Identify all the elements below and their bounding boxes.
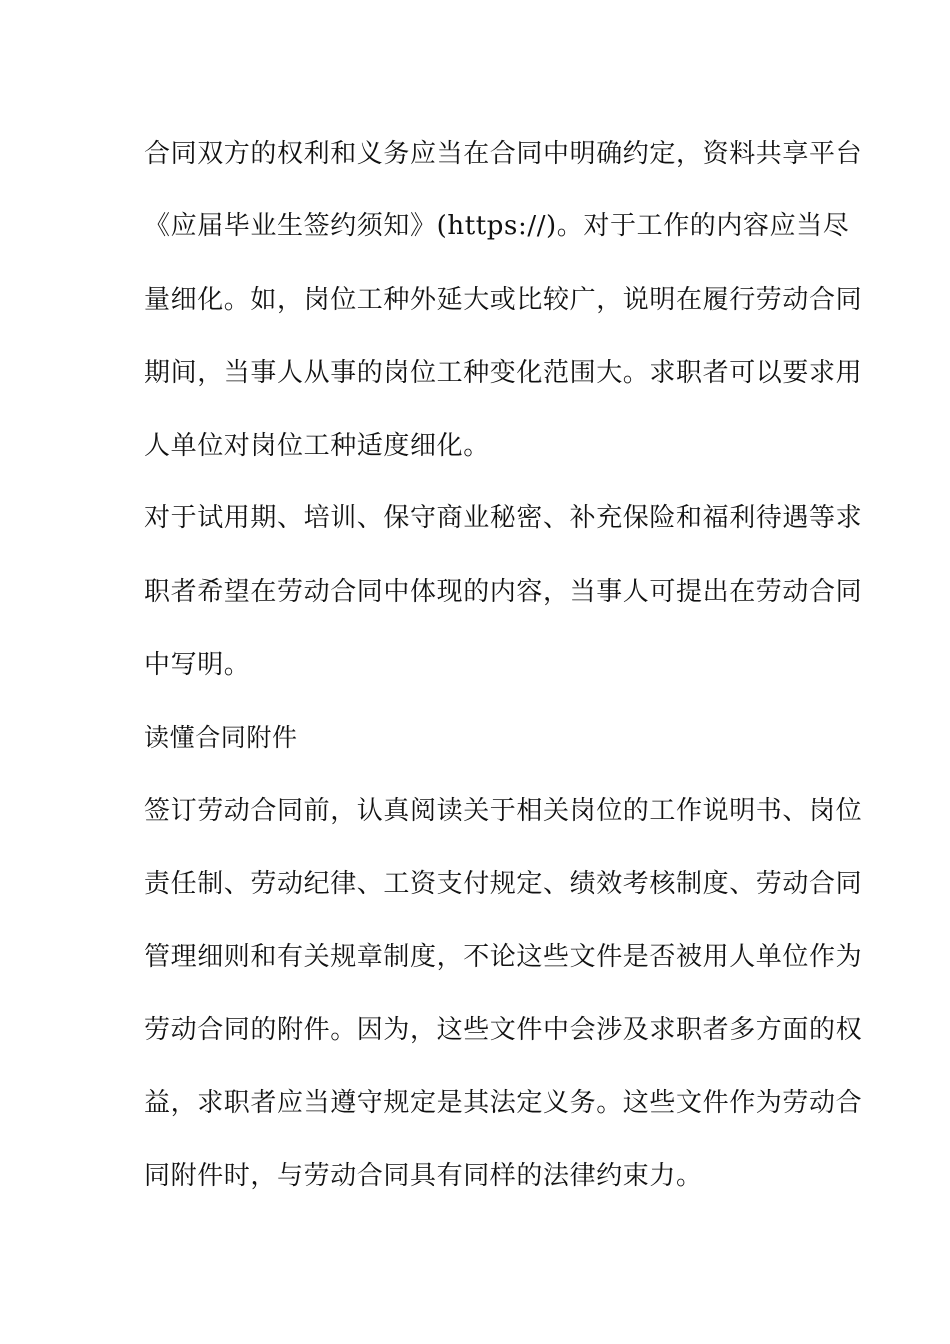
text-line: 责任制、劳动纪律、工资支付规定、绩效考核制度、劳动合同 — [144, 869, 863, 899]
text-line: 管理细则和有关规章制度，不论这些文件是否被用人单位作为 — [144, 942, 863, 972]
text-line: 《应届毕业生签约须知》(https://)。对于工作的内容应当尽 — [144, 211, 850, 241]
text-line: 劳动合同的附件。因为，这些文件中会涉及求职者多方面的权 — [144, 1015, 863, 1045]
text-line: 签订劳动合同前，认真阅读关于相关岗位的工作说明书、岗位 — [144, 796, 863, 826]
text-line: 人单位对岗位工种适度细化。 — [144, 431, 490, 461]
text-line: 合同双方的权利和义务应当在合同中明确约定，资料共享平台 — [144, 139, 863, 169]
text-line: 职者希望在劳动合同中体现的内容，当事人可提出在劳动合同 — [144, 577, 863, 607]
text-line: 益，求职者应当遵守规定是其法定义务。这些文件作为劳动合 — [144, 1088, 863, 1118]
text-line: 量细化。如，岗位工种外延大或比较广，说明在履行劳动合同 — [144, 285, 863, 315]
text-line: 对于试用期、培训、保守商业秘密、补充保险和福利待遇等求 — [144, 503, 863, 533]
heading-text: 读懂合同附件 — [144, 723, 298, 752]
text-line: 期间，当事人从事的岗位工种变化范围大。求职者可以要求用 — [144, 358, 863, 388]
text-line: 中写明。 — [144, 650, 251, 680]
text-line: 同附件时，与劳动合同具有同样的法律约束力。 — [144, 1161, 703, 1191]
